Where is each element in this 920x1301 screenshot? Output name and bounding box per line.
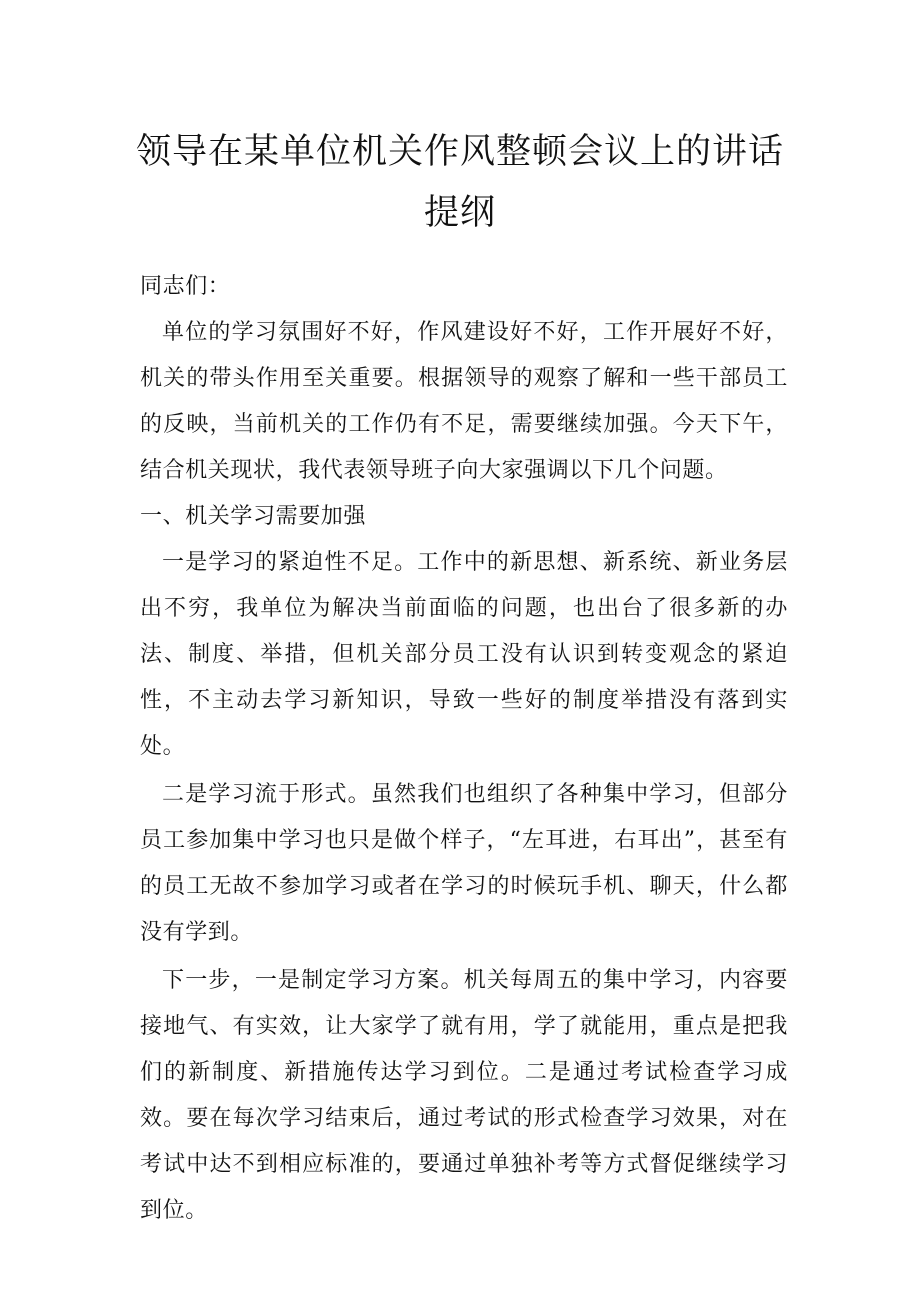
- paragraph-intro: 单位的学习氛围好不好，作风建设好不好，工作开展好不好，机关的带头作用至关重要。根据领导的观察了解和一些干部员工的反映，当前机关的工作仍有不足，需要继续加强。今天下午，结合机关现状，我代表领导班子向大家强调以下几个问题。: [140, 320, 788, 483]
- document-title-line-1: 领导在某单位机关作风整顿会议上的讲话: [135, 132, 784, 172]
- paragraph-next-steps: 下一步，一是制定学习方案。机关每周五的集中学习，内容要接地气、有实效，让大家学了就有用，学了就能用，重点是把我们的新制度、新措施传达学习到位。二是通过考试检查学习成效。要在每次学习结束后，通过考试的形式检查学习效果，对在考试中达不到相应标准的，要通过单独补考等方式督促继续学习到位。: [140, 968, 788, 1223]
- salutation: 同志们：: [140, 274, 231, 299]
- paragraph-point-1: 一是学习的紧迫性不足。工作中的新思想、新系统、新业务层出不穷，我单位为解决当前面临的问题，也出台了很多新的办法、制度、举措，但机关部分员工没有认识到转变观念的紧迫性，不主动去学习新知识，导致一些好的制度举措没有落到实处。: [140, 550, 788, 759]
- document-title-line-2: 提纲: [423, 193, 496, 233]
- section-heading-1: 一、机关学习需要加强: [140, 504, 367, 529]
- document-body: [140, 264, 788, 1234]
- paragraph-point-2: 二是学习流于形式。虽然我们也组织了各种集中学习，但部分员工参加集中学习也只是做个样子，“左耳进，右耳出”，甚至有的员工无故不参加学习或者在学习的时候玩手机、聊天，什么都没有学到。: [140, 782, 788, 945]
